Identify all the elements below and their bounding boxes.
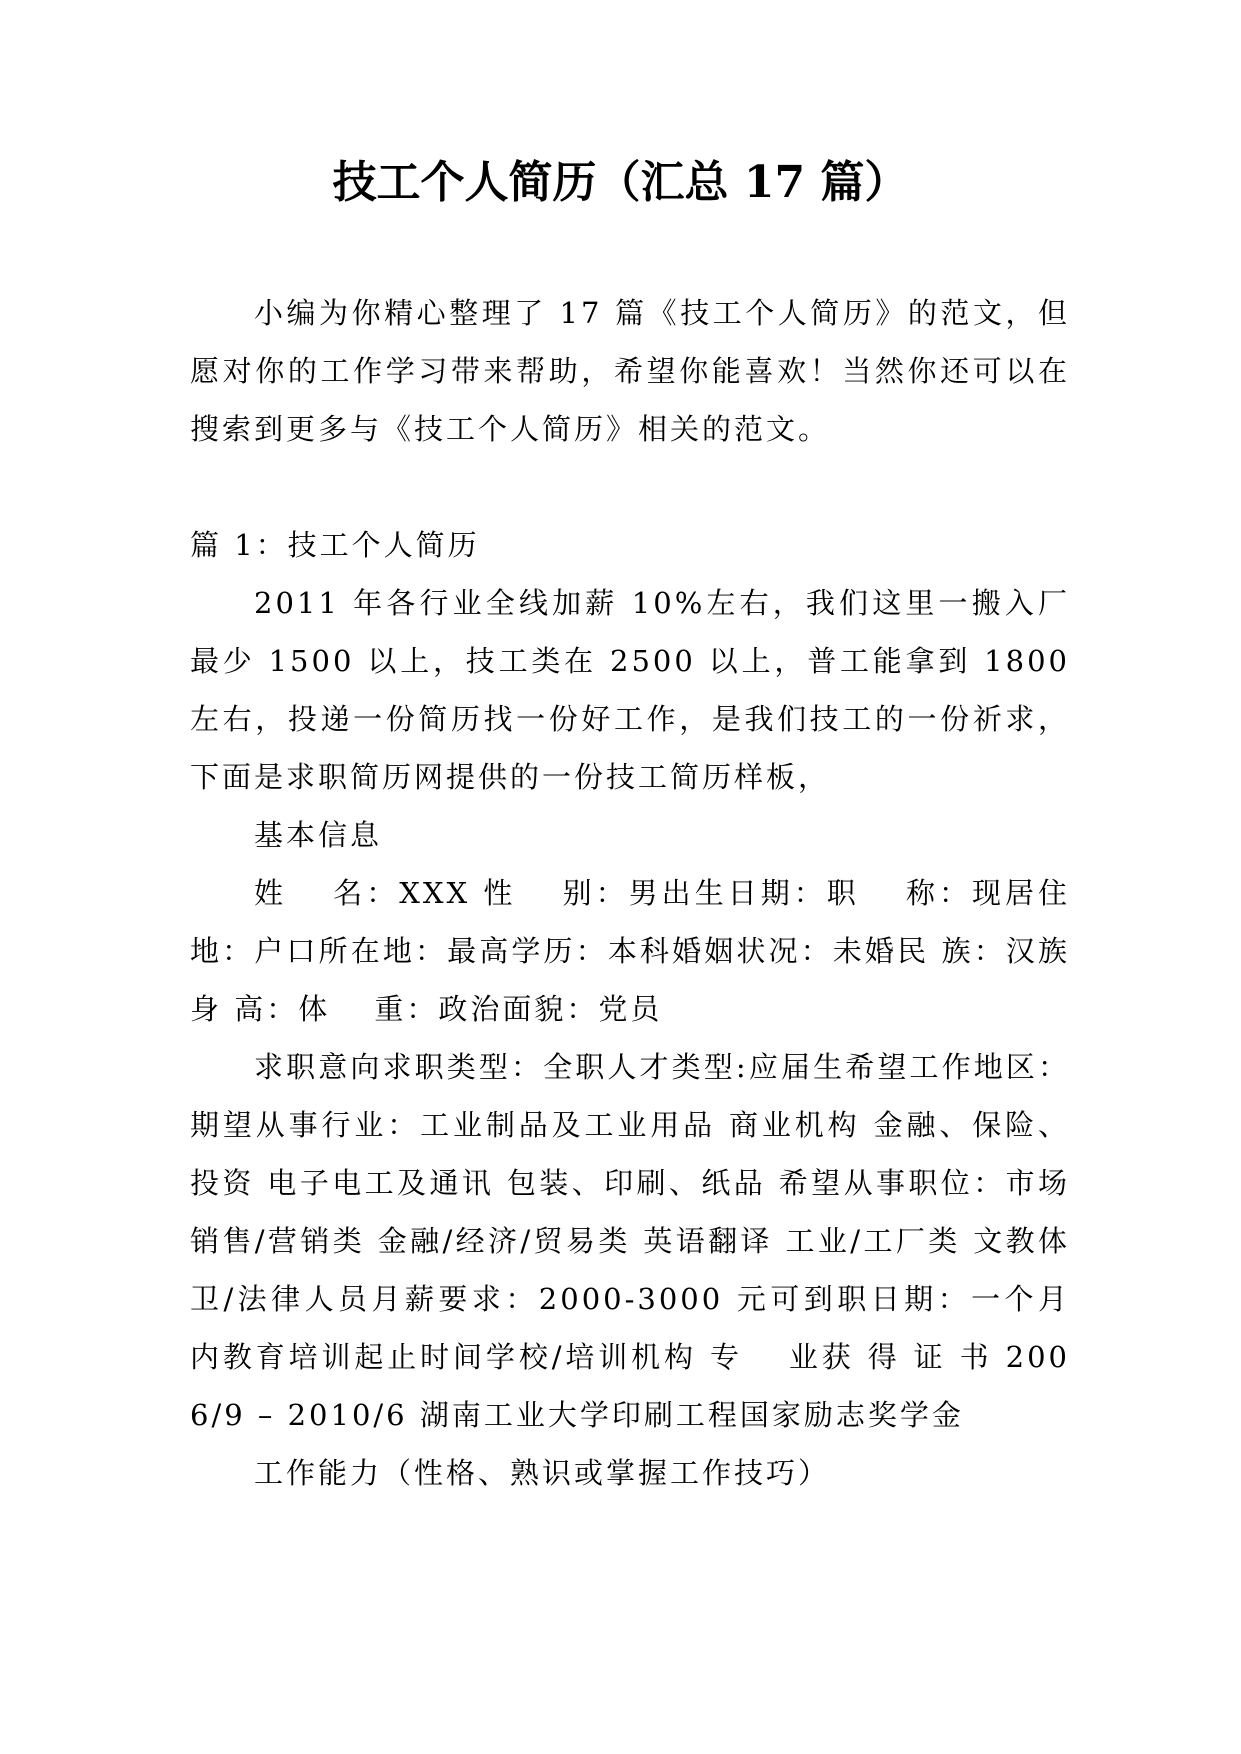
paragraph-basic-info-heading: 基本信息 [254,818,383,852]
paragraph-gap [190,458,1070,516]
document-body [190,284,1070,1502]
document-title: 技工个人简历（汇总 17 篇） [332,157,909,208]
paragraph-basic-info: 姓 名：XXX 性 别：男出生日期：职 称：现居住地：户口所在地：最高学历：本科婚姻状况：未婚民 族：汉族身 高：体 重：政治面貌：党员 [190,876,1070,1026]
paragraph-work-ability: 工作能力（性格、熟识或掌握工作技巧） [254,1456,831,1490]
paragraph-job-intention: 求职意向求职类型：全职人才类型:应届生希望工作地区：期望从事行业：工业制品及工业用品 商业机构 金融、保险、投资 电子电工及通讯 包装、印刷、纸品 希望从事职位：市场销售/营销类 金融/经济/贸易类 英语翻译 工业/工厂类 文教体卫/法律人员月薪要求：2000-3000 元可到职日期：一个月内教育培训起止时间学校/培训机构 专 业获 得 证 书 2006/9 – 2010/6 湖南工业大学印刷工程国家励志奖学金 [190,1050,1070,1432]
paragraph-salary: 2011 年各行业全线加薪 10%左右，我们这里一搬入厂最少 1500 以上，技工类在 2500 以上，普工能拿到 1800 左右，投递一份简历找一份好工作，是我们技工的一份祈求，下面是求职简历网提供的一份技工简历样板， [190,586,1070,794]
section-heading: 篇 1：技工个人简历 [190,528,480,562]
intro-paragraph: 小编为你精心整理了 17 篇《技工个人简历》的范文，但愿对你的工作学习带来帮助，希望你能喜欢！当然你还可以在搜索到更多与《技工个人简历》相关的范文。 [190,296,1070,446]
